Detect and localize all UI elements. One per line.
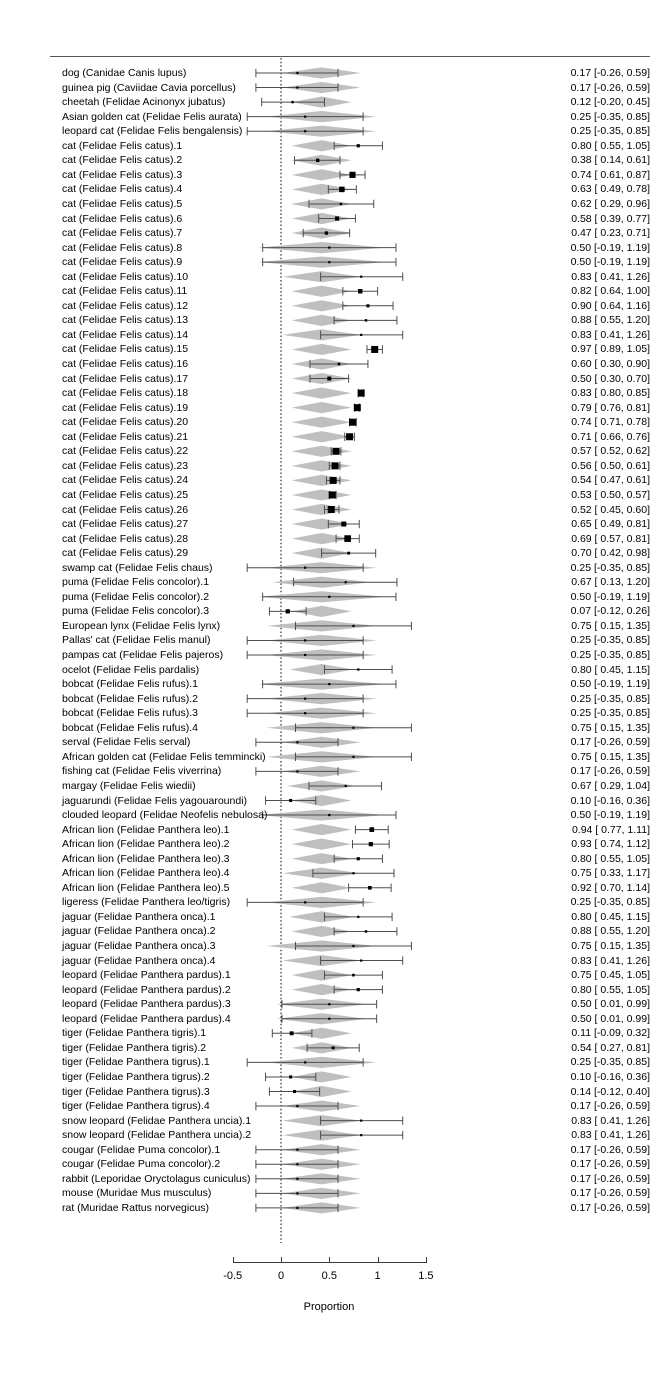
effect-value: 0.07 [-0.12, 0.26]: [570, 605, 650, 618]
point-estimate-marker: [345, 785, 347, 787]
effect-value: 0.56 [ 0.50, 0.61]: [571, 459, 650, 472]
point-estimate-marker: [296, 1207, 298, 1209]
study-label: cat (Felidae Felis catus).6: [62, 212, 183, 225]
point-estimate-marker: [357, 668, 359, 670]
study-label: rabbit (Leporidae Oryctolagus cuniculus): [62, 1172, 251, 1185]
effect-value: 0.67 [ 0.29, 1.04]: [571, 779, 650, 792]
study-label: serval (Felidae Felis serval): [62, 736, 191, 749]
point-estimate-marker: [328, 1003, 330, 1005]
point-estimate-marker: [289, 799, 292, 802]
effect-value: 0.80 [ 0.45, 1.15]: [571, 910, 650, 923]
x-axis-tick: [426, 1257, 427, 1263]
study-label: African lion (Felidae Panthera leo).5: [62, 881, 230, 894]
point-estimate-marker: [357, 988, 360, 991]
study-label: pampas cat (Felidae Felis pajeros): [62, 649, 224, 661]
point-estimate-marker: [357, 144, 360, 147]
point-estimate-marker: [296, 1178, 298, 1180]
study-label: puma (Felidae Felis concolor).1: [62, 576, 210, 589]
study-label: Pallas' cat (Felidae Felis manul): [62, 634, 211, 647]
study-label: cat (Felidae Felis catus).26: [62, 503, 189, 516]
point-estimate-marker: [335, 216, 339, 220]
study-label: jaguarundi (Felidae Felis yagouaroundi): [62, 794, 248, 807]
study-label: snow leopard (Felidae Panthera uncia).2: [62, 1129, 252, 1142]
effect-value: 0.17 [-0.26, 0.59]: [570, 1100, 650, 1113]
effect-value: 0.75 [ 0.45, 1.05]: [571, 969, 650, 982]
study-label: European lynx (Felidae Felis lynx): [62, 619, 221, 632]
point-estimate-marker: [296, 1192, 298, 1194]
point-estimate-marker: [293, 1090, 296, 1093]
effect-value: 0.50 [-0.19, 1.19]: [570, 590, 650, 603]
study-label: cat (Felidae Felis catus).13: [62, 314, 189, 327]
point-estimate-marker: [296, 741, 298, 743]
effect-value: 0.25 [-0.35, 0.85]: [570, 634, 650, 647]
study-label: cat (Felidae Felis catus).4: [62, 183, 183, 196]
x-axis-tick: [281, 1257, 282, 1263]
study-label: ligeress (Felidae Panthera leo/tigris): [62, 896, 231, 909]
point-estimate-marker: [333, 448, 340, 455]
study-label: tiger (Felidae Panthera tigrus).1: [62, 1056, 210, 1069]
point-estimate-marker: [291, 101, 293, 103]
study-label: tiger (Felidae Panthera tigris).2: [62, 1041, 207, 1054]
study-label: fishing cat (Felidae Felis viverrina): [62, 765, 222, 778]
point-estimate-marker: [304, 712, 306, 714]
point-estimate-marker: [328, 1018, 330, 1020]
effect-value: 0.80 [ 0.45, 1.15]: [571, 663, 650, 676]
effect-value: 0.75 [ 0.33, 1.17]: [571, 867, 650, 880]
effect-value: 0.25 [-0.35, 0.85]: [570, 649, 650, 661]
effect-value: 0.83 [ 0.80, 0.85]: [571, 387, 650, 400]
point-estimate-marker: [296, 1163, 298, 1165]
study-label: cat (Felidae Felis catus).24: [62, 474, 189, 487]
point-estimate-marker: [316, 159, 319, 162]
study-label: snow leopard (Felidae Panthera uncia).1: [62, 1114, 252, 1127]
study-label: African golden cat (Felidae Felis temmincki): [62, 750, 266, 763]
study-label: bobcat (Felidae Felis rufus).1: [62, 678, 198, 691]
study-diamond: [292, 344, 352, 355]
study-label: margay (Felidae Felis wiedii): [62, 779, 196, 792]
effect-value: 0.10 [-0.16, 0.36]: [570, 1070, 650, 1083]
effect-value: 0.71 [ 0.66, 0.76]: [571, 430, 650, 443]
study-label: cougar (Felidae Puma concolor).1: [62, 1143, 221, 1156]
study-label: jaguar (Felidae Panthera onca).3: [62, 940, 216, 952]
point-estimate-marker: [296, 86, 298, 88]
effect-value: 0.14 [-0.12, 0.40]: [570, 1085, 650, 1098]
study-label: African lion (Felidae Panthera leo).4: [62, 867, 230, 880]
effect-value: 0.50 [-0.19, 1.19]: [570, 809, 650, 822]
point-estimate-marker: [358, 289, 362, 293]
point-estimate-marker: [360, 959, 362, 961]
point-estimate-marker: [328, 596, 330, 598]
point-estimate-marker: [328, 506, 335, 513]
study-label: jaguar (Felidae Panthera onca).1: [62, 910, 216, 923]
effect-value: 0.75 [ 0.15, 1.35]: [571, 721, 650, 734]
study-label: dog (Canidae Canis lupus): [62, 67, 187, 79]
study-diamond: [292, 824, 352, 835]
point-estimate-marker: [344, 535, 351, 542]
point-estimate-marker: [346, 433, 353, 440]
study-label: tiger (Felidae Panthera tigrus).4: [62, 1100, 210, 1113]
study-label: Asian golden cat (Felidae Felis aurata): [62, 110, 242, 123]
point-estimate-marker: [352, 625, 354, 627]
study-label: cat (Felidae Felis catus).16: [62, 358, 189, 370]
effect-value: 0.25 [-0.35, 0.85]: [570, 1056, 650, 1069]
effect-value: 0.74 [ 0.71, 0.78]: [571, 416, 650, 429]
effect-value: 0.75 [ 0.15, 1.35]: [571, 750, 650, 763]
effect-value: 0.79 [ 0.76, 0.81]: [571, 401, 650, 414]
effect-value: 0.58 [ 0.39, 0.77]: [571, 212, 650, 225]
study-label: cat (Felidae Felis catus).2: [62, 154, 183, 167]
effect-value: 0.60 [ 0.30, 0.90]: [571, 358, 650, 370]
effect-value: 0.50 [-0.19, 1.19]: [570, 256, 650, 269]
effect-value: 0.17 [-0.26, 0.59]: [570, 1187, 650, 1200]
effect-value: 0.90 [ 0.64, 1.16]: [571, 299, 650, 312]
point-estimate-marker: [296, 72, 298, 74]
effect-value: 0.80 [ 0.55, 1.05]: [571, 983, 650, 996]
point-estimate-marker: [360, 276, 362, 278]
point-estimate-marker: [325, 231, 328, 234]
effect-value: 0.25 [-0.35, 0.85]: [570, 707, 650, 720]
study-label: cougar (Felidae Puma concolor).2: [62, 1158, 221, 1171]
point-estimate-marker: [296, 1105, 298, 1107]
effect-value: 0.54 [ 0.27, 0.81]: [571, 1041, 650, 1054]
study-label: cat (Felidae Felis catus).9: [62, 256, 183, 269]
study-label: bobcat (Felidae Felis rufus).4: [62, 721, 198, 734]
point-estimate-marker: [349, 172, 355, 178]
effect-value: 0.11 [-0.09, 0.32]: [571, 1027, 650, 1040]
x-axis-tick: [233, 1257, 234, 1263]
point-estimate-marker: [328, 683, 330, 685]
effect-value: 0.94 [ 0.77, 1.11]: [571, 823, 650, 836]
point-estimate-marker: [339, 187, 345, 193]
study-label: leopard (Felidae Panthera pardus).1: [62, 969, 231, 982]
point-estimate-marker: [347, 552, 350, 555]
point-estimate-marker: [352, 974, 355, 977]
study-label: ocelot (Felidae Felis pardalis): [62, 663, 200, 676]
effect-value: 0.62 [ 0.29, 0.96]: [571, 197, 650, 210]
study-label: leopard (Felidae Panthera pardus).3: [62, 998, 231, 1011]
point-estimate-marker: [304, 698, 306, 700]
point-estimate-marker: [354, 404, 361, 411]
point-estimate-marker: [327, 377, 331, 381]
study-diamond: [292, 504, 352, 515]
study-label: cat (Felidae Felis catus).29: [62, 547, 189, 560]
effect-value: 0.67 [ 0.13, 1.20]: [571, 576, 650, 589]
point-estimate-marker: [304, 639, 306, 641]
effect-value: 0.17 [-0.26, 0.59]: [570, 1172, 650, 1185]
study-label: cat (Felidae Felis catus).14: [62, 328, 189, 341]
effect-value: 0.80 [ 0.55, 1.05]: [571, 852, 650, 865]
effect-value: 0.47 [ 0.23, 0.71]: [571, 227, 650, 240]
effect-value: 0.83 [ 0.41, 1.26]: [571, 954, 650, 967]
study-diamond: [292, 882, 352, 893]
study-label: cat (Felidae Felis catus).7: [62, 227, 183, 240]
point-estimate-marker: [340, 203, 342, 205]
point-estimate-marker: [369, 827, 374, 832]
study-label: leopard cat (Felidae Felis bengalensis): [62, 125, 243, 138]
point-estimate-marker: [332, 1046, 335, 1049]
x-axis-tick-label: 0: [277, 1270, 285, 1282]
point-estimate-marker: [286, 609, 290, 613]
study-label: African lion (Felidae Panthera leo).2: [62, 838, 230, 851]
x-axis-tick-label: 0.5: [321, 1270, 337, 1282]
x-axis-tick-label: -0.5: [223, 1270, 243, 1282]
study-label: cat (Felidae Felis catus).15: [62, 343, 189, 356]
study-diamond: [292, 388, 352, 399]
point-estimate-marker: [358, 390, 365, 397]
study-label: cat (Felidae Felis catus).11: [62, 285, 188, 298]
effect-value: 0.88 [ 0.55, 1.20]: [571, 925, 650, 938]
study-label: tiger (Felidae Panthera tigrus).3: [62, 1085, 210, 1098]
effect-value: 0.70 [ 0.42, 0.98]: [571, 547, 650, 560]
effect-value: 0.83 [ 0.41, 1.26]: [571, 1129, 650, 1142]
effect-value: 0.10 [-0.16, 0.36]: [570, 794, 650, 807]
point-estimate-marker: [352, 756, 354, 758]
point-estimate-marker: [289, 1075, 292, 1078]
effect-value: 0.69 [ 0.57, 0.81]: [571, 532, 650, 545]
point-estimate-marker: [304, 901, 306, 903]
effect-value: 0.17 [-0.26, 0.59]: [570, 1201, 650, 1214]
point-estimate-marker: [349, 419, 356, 426]
point-estimate-marker: [368, 886, 372, 890]
effect-value: 0.17 [-0.26, 0.59]: [570, 1158, 650, 1171]
effect-value: 0.83 [ 0.41, 1.26]: [571, 270, 650, 283]
study-label: African lion (Felidae Panthera leo).3: [62, 852, 230, 865]
effect-value: 0.38 [ 0.14, 0.61]: [571, 154, 650, 167]
study-label: cat (Felidae Felis catus).27: [62, 518, 189, 531]
effect-value: 0.17 [-0.26, 0.59]: [570, 736, 650, 749]
point-estimate-marker: [360, 1120, 362, 1122]
study-label: bobcat (Felidae Felis rufus).2: [62, 692, 198, 705]
point-estimate-marker: [296, 1149, 298, 1151]
point-estimate-marker: [360, 334, 362, 336]
effect-value: 0.57 [ 0.52, 0.62]: [571, 445, 650, 458]
effect-value: 0.54 [ 0.47, 0.61]: [571, 474, 650, 487]
point-estimate-marker: [357, 857, 360, 860]
point-estimate-marker: [352, 727, 354, 729]
point-estimate-marker: [371, 346, 378, 353]
effect-value: 0.25 [-0.35, 0.85]: [570, 561, 650, 574]
point-estimate-marker: [345, 581, 347, 583]
effect-value: 0.50 [-0.19, 1.19]: [570, 241, 650, 254]
study-diamond: [292, 489, 352, 500]
study-label: cat (Felidae Felis catus).18: [62, 387, 189, 400]
study-label: cat (Felidae Felis catus).3: [62, 168, 183, 181]
point-estimate-marker: [341, 522, 346, 527]
effect-value: 0.50 [ 0.30, 0.70]: [571, 372, 650, 385]
point-estimate-marker: [304, 116, 306, 118]
x-axis-tick: [329, 1257, 330, 1263]
study-label: leopard (Felidae Panthera pardus).2: [62, 983, 231, 996]
x-axis-tick-label: 1.5: [418, 1270, 434, 1282]
point-estimate-marker: [369, 842, 373, 846]
study-label: bobcat (Felidae Felis rufus).3: [62, 707, 198, 720]
x-axis-title: Proportion: [303, 1301, 355, 1313]
study-label: cat (Felidae Felis catus).5: [62, 197, 183, 210]
study-diamond: [292, 431, 352, 442]
study-label: swamp cat (Felidae Felis chaus): [62, 561, 213, 574]
point-estimate-marker: [357, 916, 359, 918]
point-estimate-marker: [304, 567, 306, 569]
effect-value: 0.52 [ 0.45, 0.60]: [571, 503, 650, 516]
point-estimate-marker: [304, 130, 306, 132]
effect-value: 0.17 [-0.26, 0.59]: [570, 81, 650, 94]
study-label: cat (Felidae Felis catus).20: [62, 416, 189, 429]
study-label: clouded leopard (Felidae Neofelis nebulosa): [62, 809, 268, 822]
study-label: cat (Felidae Felis catus).22: [62, 445, 189, 458]
effect-value: 0.75 [ 0.15, 1.35]: [571, 940, 650, 952]
study-label: puma (Felidae Felis concolor).3: [62, 605, 210, 618]
study-label: cat (Felidae Felis catus).23: [62, 459, 189, 472]
study-label: cat (Felidae Felis catus).17: [62, 372, 189, 385]
study-diamond: [292, 460, 352, 471]
study-label: puma (Felidae Felis concolor).2: [62, 590, 210, 603]
point-estimate-marker: [304, 654, 306, 656]
effect-value: 0.53 [ 0.50, 0.57]: [571, 488, 650, 501]
study-label: cat (Felidae Felis catus).19: [62, 401, 189, 414]
point-estimate-marker: [365, 319, 367, 321]
study-label: cat (Felidae Felis catus).25: [62, 488, 189, 501]
study-label: jaguar (Felidae Panthera onca).2: [62, 925, 216, 938]
point-estimate-marker: [330, 477, 337, 484]
effect-value: 0.25 [-0.35, 0.85]: [570, 110, 650, 123]
effect-value: 0.25 [-0.35, 0.85]: [570, 125, 650, 138]
effect-value: 0.97 [ 0.89, 1.05]: [571, 343, 650, 356]
effect-value: 0.63 [ 0.49, 0.78]: [571, 183, 650, 196]
study-label: cat (Felidae Felis catus).12: [62, 299, 189, 312]
effect-value: 0.50 [ 0.01, 0.99]: [571, 1012, 650, 1025]
effect-value: 0.82 [ 0.64, 1.00]: [571, 285, 650, 298]
effect-value: 0.17 [-0.26, 0.59]: [570, 765, 650, 778]
point-estimate-marker: [328, 247, 330, 249]
effect-value: 0.88 [ 0.55, 1.20]: [571, 314, 650, 327]
point-estimate-marker: [328, 814, 330, 816]
effect-value: 0.80 [ 0.55, 1.05]: [571, 139, 650, 152]
study-label: tiger (Felidae Panthera tigris).1: [62, 1027, 207, 1040]
effect-value: 0.65 [ 0.49, 0.81]: [571, 518, 650, 531]
study-label: guinea pig (Caviidae Cavia porcellus): [62, 81, 236, 94]
effect-value: 0.50 [ 0.01, 0.99]: [571, 998, 650, 1011]
study-label: leopard (Felidae Panthera pardus).4: [62, 1012, 231, 1025]
study-label: cat (Felidae Felis catus).28: [62, 532, 189, 545]
study-label: rat (Muridae Rattus norvegicus): [62, 1201, 210, 1214]
study-diamond: [292, 475, 352, 486]
effect-value: 0.25 [-0.35, 0.85]: [570, 896, 650, 909]
study-diamond: [292, 839, 352, 850]
study-label: mouse (Muridae Mus musculus): [62, 1187, 212, 1200]
effect-value: 0.12 [-0.20, 0.45]: [570, 96, 650, 109]
effect-value: 0.75 [ 0.15, 1.35]: [571, 619, 650, 632]
point-estimate-marker: [365, 930, 367, 932]
point-estimate-marker: [352, 945, 354, 947]
effect-value: 0.50 [-0.19, 1.19]: [570, 678, 650, 691]
study-label: cat (Felidae Felis catus).21: [62, 430, 189, 443]
effect-value: 0.17 [-0.26, 0.59]: [570, 67, 650, 79]
point-estimate-marker: [338, 363, 341, 366]
effect-value: 0.83 [ 0.41, 1.26]: [571, 328, 650, 341]
point-estimate-marker: [366, 304, 369, 307]
effect-value: 0.93 [ 0.74, 1.12]: [571, 838, 650, 851]
point-estimate-marker: [290, 1031, 294, 1035]
point-estimate-marker: [329, 491, 336, 498]
x-axis-tick-label: 1: [374, 1270, 381, 1282]
effect-value: 0.74 [ 0.61, 0.87]: [571, 168, 650, 181]
point-estimate-marker: [328, 261, 330, 263]
study-diamond: [292, 446, 352, 457]
point-estimate-marker: [296, 770, 298, 772]
study-diamond: [292, 417, 352, 428]
study-label: tiger (Felidae Panthera tigrus).2: [62, 1070, 210, 1083]
study-label: cat (Felidae Felis catus).8: [62, 241, 183, 254]
effect-value: 0.17 [-0.26, 0.59]: [570, 1143, 650, 1156]
study-label: cheetah (Felidae Acinonyx jubatus): [62, 96, 226, 109]
point-estimate-marker: [332, 462, 339, 469]
study-label: cat (Felidae Felis catus).10: [62, 270, 189, 283]
point-estimate-marker: [360, 1134, 362, 1136]
study-diamond: [292, 402, 352, 413]
point-estimate-marker: [352, 872, 354, 874]
study-label: jaguar (Felidae Panthera onca).4: [62, 954, 216, 967]
effect-value: 0.92 [ 0.70, 1.14]: [571, 881, 650, 894]
effect-value: 0.25 [-0.35, 0.85]: [570, 692, 650, 705]
effect-value: 0.83 [ 0.41, 1.26]: [571, 1114, 650, 1127]
x-axis-tick: [378, 1257, 379, 1263]
study-label: cat (Felidae Felis catus).1: [62, 139, 183, 152]
study-label: African lion (Felidae Panthera leo).1: [62, 823, 230, 836]
point-estimate-marker: [304, 1061, 306, 1063]
